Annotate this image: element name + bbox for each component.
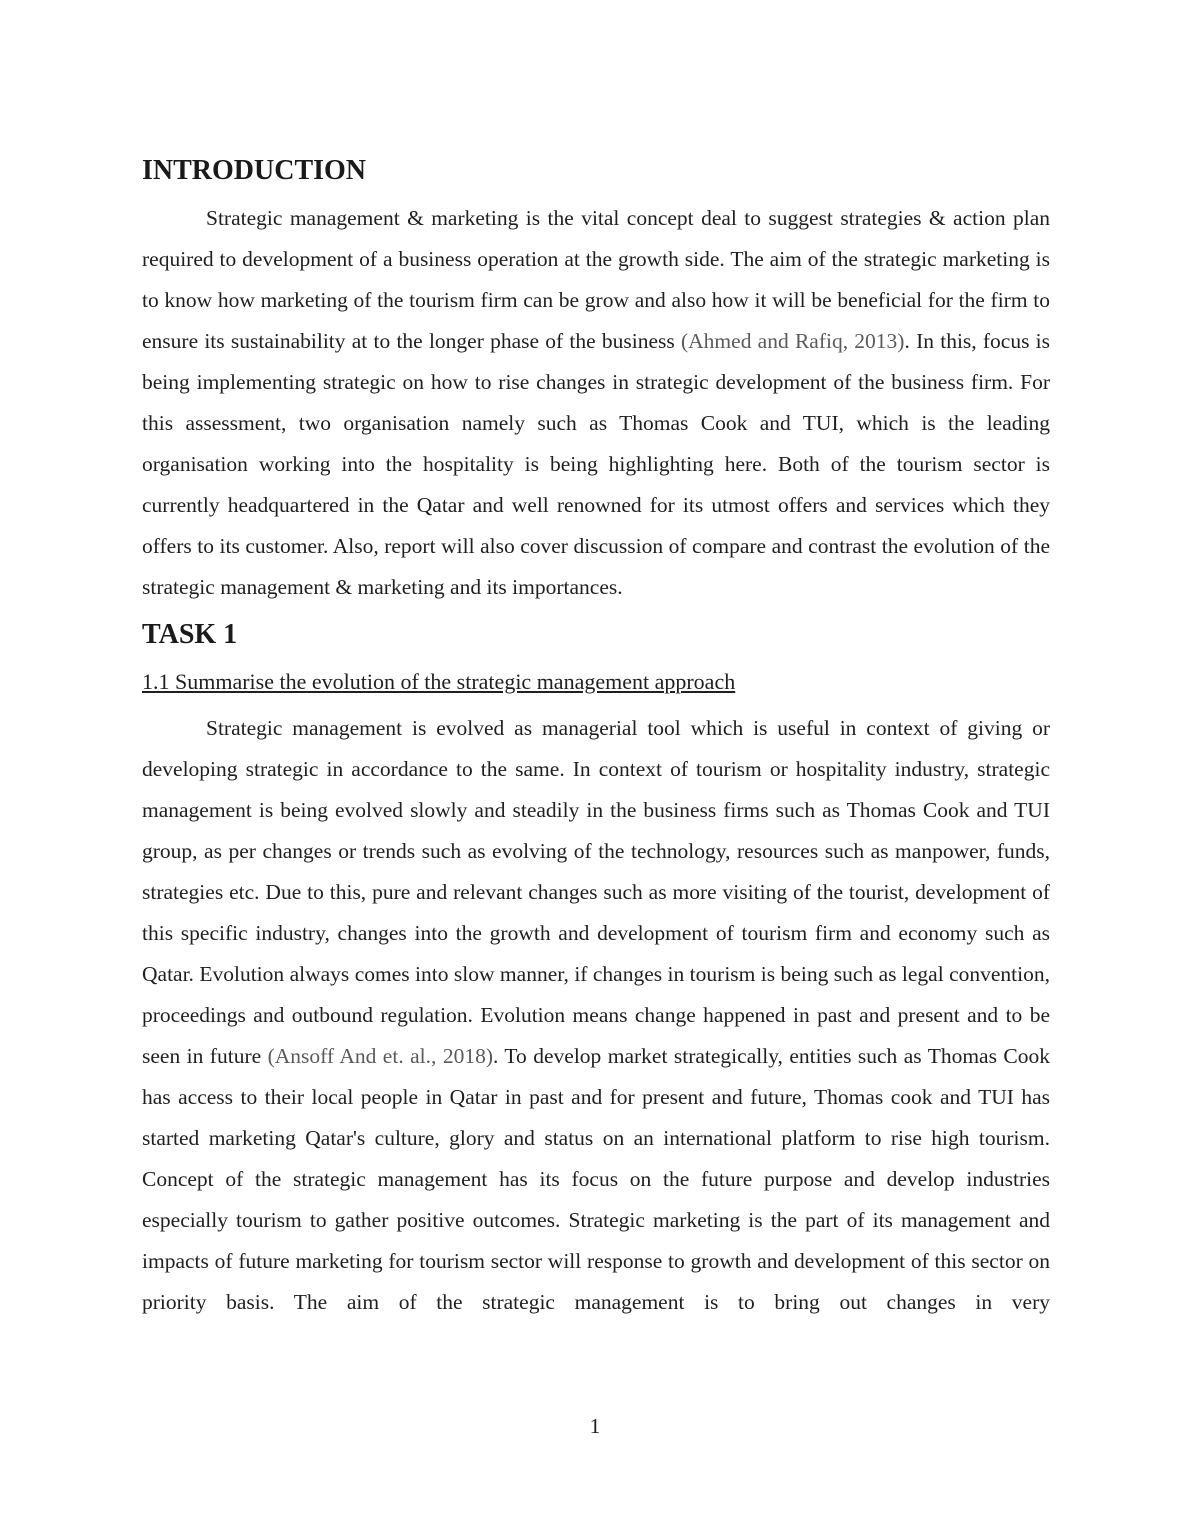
section-1-1-subheading: 1.1 Summarise the evolution of the strategic management approach [142, 669, 736, 694]
citation-ansoff-2018: (Ansoff And et. al., 2018) [267, 1044, 493, 1068]
introduction-heading: INTRODUCTION [142, 155, 367, 186]
paragraph-text-segment: . To develop market strategically, entities such as Thomas Cook has access to their local people in Qatar in past and for present and future, Thomas cook and TUI has started marketing Qatar's culture, glory and status on an international platform to rise high tourism. Concept of the strategic management has its focus on the future purpose and develop industries especially tourism to gather positive outcomes. Strategic marketing is the part of its management and impacts of future marketing for tourism sector will response to growth and development of this sector on priority basis. The aim of the strategic management is to bring out changes in very [142, 1044, 1051, 1314]
task1-heading: TASK 1 [142, 619, 238, 650]
citation-ahmed-rafiq-2013: (Ahmed and Rafiq, 2013) [681, 329, 905, 353]
introduction-paragraph [142, 198, 1050, 608]
paragraph-text-segment: Strategic management is evolved as managerial tool which is useful in context of giving or developing strategic in accordance to the same. In context of tourism or hospitality industry, strategic management is being evolved slowly and steadily in the business firms such as Thomas Cook and TUI group, as per changes or trends such as evolving of the technology, resources such as manpower, funds, strategies etc. Due to this, pure and relevant changes such as more visiting of the tourist, development of this specific industry, changes into the growth and development of tourism firm and economy such as Qatar. Evolution always comes into slow manner, if changes in tourism is being such as legal convention, proceedings and outbound regulation. Evolution means change happened in past and present and to be seen in future [142, 716, 1050, 1068]
task1-paragraph [142, 708, 1050, 1323]
paragraph-text-segment: Strategic management & marketing is the vital concept deal to suggest strategies & action plan required to development of a business operation at the growth side. The aim of the strategic marketing is to know how marketing of the tourism firm can be grow and also how it will be beneficial for the firm to ensure its sustainability at to the longer phase of the business [142, 206, 1050, 353]
page-number: 1 [589, 1414, 601, 1438]
paragraph-text-segment: . In this, focus is being implementing strategic on how to rise changes in strategic development of the business firm. For this assessment, two organisation namely such as Thomas Cook and TUI, which is the leading organisation working into the hospitality is being highlighting here. Both of the tourism sector is currently headquartered in the Qatar and well renowned for its utmost offers and services which they offers to its customer. Also, report will also cover discussion of compare and contrast the evolution of the strategic management & marketing and its importances. [142, 329, 1051, 599]
